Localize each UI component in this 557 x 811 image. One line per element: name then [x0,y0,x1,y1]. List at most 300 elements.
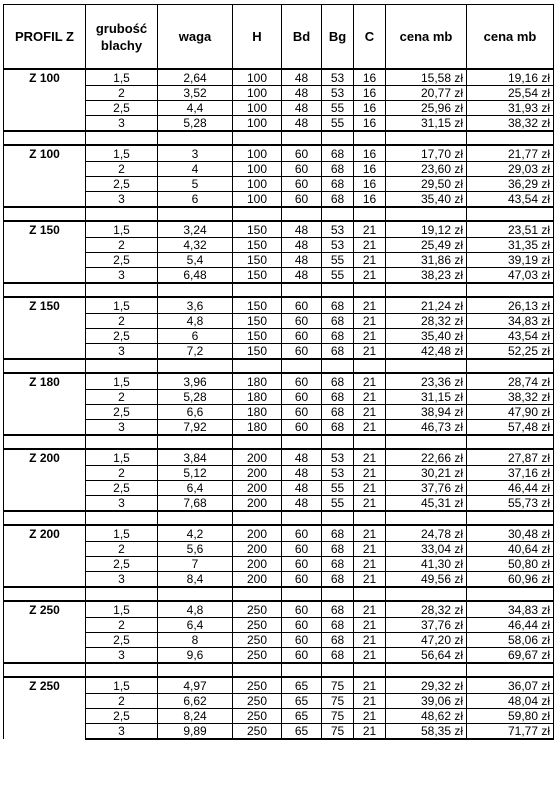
table-row [4,466,554,481]
cell-h: 100 [233,177,282,192]
separator-cell [86,587,158,601]
cell-cena-mb-2: 30,48 zł [467,525,554,542]
cell-c: 16 [354,101,386,116]
table-row [4,496,554,512]
separator-cell [386,435,467,449]
table-row [4,420,554,436]
cell-waga: 5,4 [158,253,233,268]
group-separator [4,511,554,525]
cell-profile-empty [4,542,86,557]
cell-c: 21 [354,405,386,420]
cell-cena-mb-1: 47,20 zł [386,633,467,648]
cell-waga: 6,4 [158,481,233,496]
cell-grubosc: 2,5 [86,557,158,572]
cell-cena-mb-1: 31,15 zł [386,116,467,132]
cell-waga: 5,6 [158,542,233,557]
cell-cena-mb-2: 58,06 zł [467,633,554,648]
cell-h: 100 [233,101,282,116]
cell-grubosc: 1,5 [86,221,158,238]
cell-profile: Z 250 [4,601,86,618]
cell-bd: 60 [282,344,322,360]
separator-cell [322,359,354,373]
cell-waga: 5,28 [158,116,233,132]
separator-cell [282,207,322,221]
cell-bg: 68 [322,162,354,177]
separator-cell [158,359,233,373]
cell-waga: 2,64 [158,69,233,86]
cell-bd: 48 [282,238,322,253]
cell-h: 150 [233,238,282,253]
separator-cell [467,587,554,601]
cell-c: 21 [354,268,386,284]
cell-grubosc: 2 [86,542,158,557]
cell-profile-empty [4,633,86,648]
cell-grubosc: 2 [86,466,158,481]
cell-profile-empty [4,314,86,329]
cell-h: 150 [233,221,282,238]
cell-cena-mb-2: 46,44 zł [467,618,554,633]
cell-bg: 68 [322,525,354,542]
separator-cell [467,359,554,373]
cell-profile-empty [4,557,86,572]
cell-cena-mb-2: 48,04 zł [467,694,554,709]
separator-cell [158,587,233,601]
cell-profile-empty [4,420,86,436]
cell-waga: 5,28 [158,390,233,405]
separator-cell [4,131,86,145]
cell-grubosc: 2,5 [86,101,158,116]
cell-waga: 7 [158,557,233,572]
cell-grubosc: 1,5 [86,601,158,618]
cell-grubosc: 1,5 [86,449,158,466]
cell-cena-mb-1: 25,49 zł [386,238,467,253]
cell-cena-mb-1: 48,62 zł [386,709,467,724]
cell-bd: 48 [282,481,322,496]
cell-cena-mb-2: 28,74 zł [467,373,554,390]
cell-bd: 60 [282,145,322,162]
cell-grubosc: 2,5 [86,329,158,344]
cell-c: 21 [354,314,386,329]
cell-waga: 6,62 [158,694,233,709]
cell-h: 100 [233,69,282,86]
table-row [4,329,554,344]
separator-cell [282,663,322,677]
cell-cena-mb-1: 38,94 zł [386,405,467,420]
separator-cell [4,587,86,601]
separator-cell [282,587,322,601]
cell-bg: 55 [322,481,354,496]
cell-bg: 75 [322,724,354,740]
cell-profile-empty [4,116,86,132]
cell-waga: 4 [158,162,233,177]
separator-cell [4,359,86,373]
cell-bg: 68 [322,542,354,557]
cell-bg: 53 [322,449,354,466]
cell-cena-mb-2: 36,29 zł [467,177,554,192]
cell-c: 16 [354,116,386,132]
cell-cena-mb-1: 38,23 zł [386,268,467,284]
separator-cell [158,283,233,297]
cell-waga: 8,24 [158,709,233,724]
cell-bg: 55 [322,253,354,268]
cell-cena-mb-2: 47,90 zł [467,405,554,420]
cell-waga: 4,97 [158,677,233,694]
cell-c: 16 [354,177,386,192]
cell-cena-mb-1: 29,32 zł [386,677,467,694]
cell-h: 250 [233,633,282,648]
cell-bd: 48 [282,221,322,238]
table-row [4,101,554,116]
header-grubosc-blachy: grubość blachy [86,5,158,70]
cell-h: 200 [233,525,282,542]
cell-grubosc: 2 [86,618,158,633]
table-row [4,86,554,101]
cell-waga: 6,48 [158,268,233,284]
cell-cena-mb-1: 25,96 zł [386,101,467,116]
cell-h: 100 [233,116,282,132]
cell-bd: 60 [282,373,322,390]
cell-bd: 60 [282,633,322,648]
cell-cena-mb-2: 31,93 zł [467,101,554,116]
cell-waga: 6 [158,192,233,208]
cell-grubosc: 2,5 [86,481,158,496]
cell-cena-mb-2: 29,03 zł [467,162,554,177]
cell-bd: 60 [282,572,322,588]
cell-bg: 53 [322,86,354,101]
cell-cena-mb-1: 28,32 zł [386,314,467,329]
cell-bg: 68 [322,297,354,314]
cell-c: 21 [354,466,386,481]
cell-cena-mb-1: 19,12 zł [386,221,467,238]
table-row [4,192,554,208]
cell-waga: 3,84 [158,449,233,466]
cell-cena-mb-2: 52,25 zł [467,344,554,360]
cell-h: 200 [233,496,282,512]
separator-cell [322,435,354,449]
cell-profile-empty [4,618,86,633]
cell-grubosc: 2,5 [86,405,158,420]
cell-h: 100 [233,192,282,208]
cell-profile-empty [4,177,86,192]
cell-bg: 68 [322,557,354,572]
cell-profile-empty [4,253,86,268]
cell-cena-mb-2: 27,87 zł [467,449,554,466]
cell-c: 16 [354,145,386,162]
separator-cell [467,283,554,297]
separator-cell [233,207,282,221]
header-bd: Bd [282,5,322,70]
cell-bg: 68 [322,420,354,436]
separator-cell [233,131,282,145]
separator-cell [86,663,158,677]
group-separator [4,663,554,677]
cell-h: 150 [233,268,282,284]
table-row [4,177,554,192]
cell-waga: 4,32 [158,238,233,253]
separator-cell [354,511,386,525]
cell-c: 21 [354,449,386,466]
cell-c: 16 [354,86,386,101]
separator-cell [322,663,354,677]
cell-c: 21 [354,344,386,360]
table-row [4,373,554,390]
cell-grubosc: 3 [86,192,158,208]
cell-waga: 3 [158,145,233,162]
cell-waga: 9,89 [158,724,233,740]
cell-c: 21 [354,420,386,436]
cell-h: 250 [233,694,282,709]
separator-cell [86,131,158,145]
cell-h: 250 [233,648,282,664]
group-separator [4,435,554,449]
cell-c: 21 [354,601,386,618]
cell-waga: 4,2 [158,525,233,542]
cell-c: 21 [354,329,386,344]
cell-profile-empty [4,192,86,208]
separator-cell [386,283,467,297]
group-separator [4,131,554,145]
header-cena-mb-1: cena mb [386,5,467,70]
cell-bd: 48 [282,466,322,481]
separator-cell [282,283,322,297]
cell-cena-mb-1: 58,35 zł [386,724,467,740]
cell-cena-mb-1: 28,32 zł [386,601,467,618]
separator-cell [86,207,158,221]
separator-cell [386,207,467,221]
cell-bd: 60 [282,192,322,208]
separator-cell [86,283,158,297]
separator-cell [158,207,233,221]
cell-bd: 60 [282,420,322,436]
cell-cena-mb-1: 30,21 zł [386,466,467,481]
cell-profile: Z 100 [4,69,86,86]
table-row [4,268,554,284]
cell-cena-mb-1: 31,86 zł [386,253,467,268]
cell-c: 16 [354,69,386,86]
cell-c: 16 [354,162,386,177]
separator-cell [158,435,233,449]
table-row [4,542,554,557]
separator-cell [282,359,322,373]
table-row [4,618,554,633]
cell-bd: 60 [282,542,322,557]
table-row [4,297,554,314]
group-separator [4,587,554,601]
cell-bg: 68 [322,633,354,648]
cell-c: 21 [354,238,386,253]
cell-profile: Z 250 [4,677,86,694]
cell-c: 21 [354,496,386,512]
cell-waga: 4,8 [158,601,233,618]
cell-h: 250 [233,601,282,618]
separator-cell [86,511,158,525]
table-row [4,344,554,360]
cell-bg: 68 [322,572,354,588]
cell-waga: 7,68 [158,496,233,512]
table-header [4,5,554,70]
group-separator [4,207,554,221]
cell-cena-mb-2: 21,77 zł [467,145,554,162]
cell-profile-empty [4,709,86,724]
cell-waga: 7,2 [158,344,233,360]
cell-profile: Z 200 [4,449,86,466]
cell-bd: 60 [282,648,322,664]
cell-cena-mb-1: 56,64 zł [386,648,467,664]
cell-profile-empty [4,390,86,405]
cell-bd: 60 [282,618,322,633]
table-row [4,314,554,329]
cell-cena-mb-2: 38,32 zł [467,390,554,405]
separator-cell [354,663,386,677]
cell-c: 21 [354,648,386,664]
cell-cena-mb-2: 26,13 zł [467,297,554,314]
cell-profile: Z 200 [4,525,86,542]
cell-cena-mb-1: 39,06 zł [386,694,467,709]
cell-bd: 60 [282,162,322,177]
separator-cell [86,359,158,373]
table-row [4,449,554,466]
cell-cena-mb-2: 23,51 zł [467,221,554,238]
cell-h: 180 [233,420,282,436]
table-row [4,633,554,648]
cell-cena-mb-2: 37,16 zł [467,466,554,481]
cell-cena-mb-1: 45,31 zł [386,496,467,512]
cell-cena-mb-2: 71,77 zł [467,724,554,740]
cell-grubosc: 2 [86,390,158,405]
cell-profile: Z 150 [4,297,86,314]
cell-bg: 68 [322,390,354,405]
cell-waga: 5 [158,177,233,192]
cell-waga: 4,8 [158,314,233,329]
cell-cena-mb-1: 37,76 zł [386,618,467,633]
separator-cell [233,435,282,449]
table-row [4,145,554,162]
cell-c: 21 [354,390,386,405]
cell-profile-empty [4,238,86,253]
cell-bg: 68 [322,329,354,344]
separator-cell [233,283,282,297]
cell-grubosc: 3 [86,648,158,664]
separator-cell [386,359,467,373]
cell-cena-mb-2: 31,35 zł [467,238,554,253]
cell-grubosc: 3 [86,116,158,132]
cell-grubosc: 3 [86,344,158,360]
cell-cena-mb-2: 69,67 zł [467,648,554,664]
cell-c: 21 [354,557,386,572]
cell-grubosc: 3 [86,268,158,284]
table-row [4,390,554,405]
cell-bd: 60 [282,314,322,329]
separator-cell [467,131,554,145]
cell-bg: 53 [322,238,354,253]
group-separator [4,283,554,297]
cell-grubosc: 1,5 [86,145,158,162]
cell-profile-empty [4,481,86,496]
cell-waga: 4,4 [158,101,233,116]
cell-h: 180 [233,405,282,420]
cell-bd: 60 [282,525,322,542]
cell-waga: 3,96 [158,373,233,390]
separator-cell [322,511,354,525]
cell-profile-empty [4,329,86,344]
cell-bg: 55 [322,101,354,116]
table-body [4,69,554,739]
cell-profile-empty [4,648,86,664]
table-row [4,709,554,724]
header-row [4,5,554,70]
cell-bg: 68 [322,145,354,162]
cell-bg: 53 [322,69,354,86]
header-h: H [233,5,282,70]
header-c: C [354,5,386,70]
table-row [4,648,554,664]
cell-bg: 75 [322,709,354,724]
cell-profile-empty [4,344,86,360]
separator-cell [233,511,282,525]
group-separator [4,359,554,373]
separator-cell [467,435,554,449]
cell-c: 21 [354,373,386,390]
table-row [4,253,554,268]
cell-grubosc: 2 [86,162,158,177]
cell-cena-mb-2: 60,96 zł [467,572,554,588]
separator-cell [467,207,554,221]
cell-cena-mb-2: 50,80 zł [467,557,554,572]
cell-waga: 3,24 [158,221,233,238]
cell-grubosc: 1,5 [86,677,158,694]
cell-waga: 3,6 [158,297,233,314]
cell-cena-mb-1: 20,77 zł [386,86,467,101]
table-row [4,557,554,572]
table-row [4,162,554,177]
separator-cell [354,283,386,297]
cell-waga: 5,12 [158,466,233,481]
cell-grubosc: 3 [86,420,158,436]
cell-bg: 68 [322,344,354,360]
cell-profile: Z 150 [4,221,86,238]
separator-cell [354,207,386,221]
separator-cell [386,587,467,601]
separator-cell [322,283,354,297]
cell-bg: 55 [322,496,354,512]
cell-h: 200 [233,481,282,496]
cell-profile-empty [4,101,86,116]
cell-cena-mb-2: 57,48 zł [467,420,554,436]
cell-waga: 6,6 [158,405,233,420]
cell-bd: 65 [282,677,322,694]
header-waga: waga [158,5,233,70]
cell-cena-mb-1: 29,50 zł [386,177,467,192]
cell-cena-mb-1: 35,40 zł [386,192,467,208]
cell-bg: 68 [322,373,354,390]
cell-h: 100 [233,145,282,162]
cell-bd: 65 [282,724,322,740]
cell-grubosc: 2,5 [86,709,158,724]
cell-cena-mb-1: 15,58 zł [386,69,467,86]
table-row [4,572,554,588]
separator-cell [322,587,354,601]
cell-cena-mb-1: 21,24 zł [386,297,467,314]
table-row [4,116,554,132]
cell-h: 150 [233,329,282,344]
cell-cena-mb-2: 40,64 zł [467,542,554,557]
separator-cell [386,511,467,525]
separator-cell [386,131,467,145]
separator-cell [467,511,554,525]
cell-profile-empty [4,268,86,284]
cell-bg: 68 [322,177,354,192]
cell-grubosc: 3 [86,572,158,588]
